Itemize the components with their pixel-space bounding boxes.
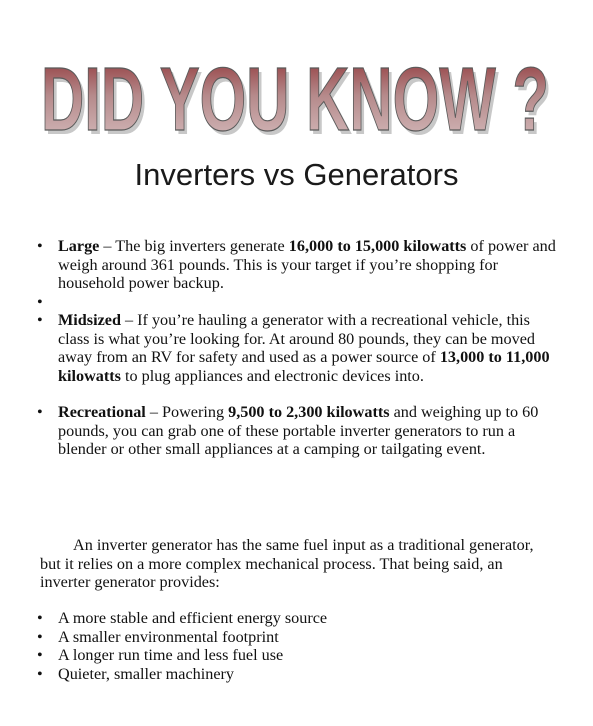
- benefits-list: [37, 609, 557, 683]
- term-recreational: Recreational: [58, 403, 146, 421]
- page-subtitle: Inverters vs Generators: [134, 157, 459, 192]
- intro-paragraph: An inverter generator has the same fuel input as a traditional generator, but it relies on a more complex mechanical process. That being said, an inverter generator provides:: [40, 536, 534, 591]
- banner-shadow: DID YOU KNOW ?: [44, 54, 552, 142]
- bullet-icon: •: [37, 609, 43, 627]
- banner-wordart: [0, 30, 593, 142]
- did-you-know-banner: [0, 30, 593, 142]
- inverter-size-list: [37, 237, 557, 459]
- banner-title: DID YOU KNOW ?: [41, 50, 549, 142]
- bullet-icon: •: [37, 292, 43, 311]
- bullet-icon: •: [37, 627, 43, 646]
- bullet-icon: •: [37, 311, 43, 329]
- bullet-icon: •: [37, 664, 43, 683]
- term-midsized: Midsized: [58, 311, 121, 329]
- bullet-icon: •: [37, 403, 43, 421]
- benefit-item: • Quieter, smaller machinery: [37, 664, 234, 683]
- benefit-item: • A smaller environmental footprint: [37, 627, 279, 646]
- list-item-recreational: • Recreational – Powering 9,500 to 2,300 kilowatts and weighing up to 60 pounds, you can grab one of these portable inverter generators to run a blender or other small appliances at a camping or tailgating event.: [37, 403, 539, 458]
- benefit-item: • A more stable and efficient energy source: [37, 609, 328, 627]
- bullet-icon: •: [37, 646, 43, 664]
- benefit-item: • A longer run time and less fuel use: [37, 646, 284, 664]
- term-large: Large: [58, 237, 100, 255]
- list-item-midsized: • Midsized – If you’re hauling a generator with a recreational vehicle, this class is what you’re looking for. At around 80 pounds, they can be moved away from an RV for safety and used as a power source of 13,000 to 11,000 kilowatts to plug appliances and electronic devices into.: [37, 311, 550, 385]
- bullet-icon: •: [37, 237, 43, 255]
- list-item-large: • Large – The big inverters generate 16,000 to 15,000 kilowatts of power and weigh around 361 pounds. This is your target if you’re shopping for household power backup.: [37, 237, 556, 292]
- empty-list-item: [37, 293, 557, 312]
